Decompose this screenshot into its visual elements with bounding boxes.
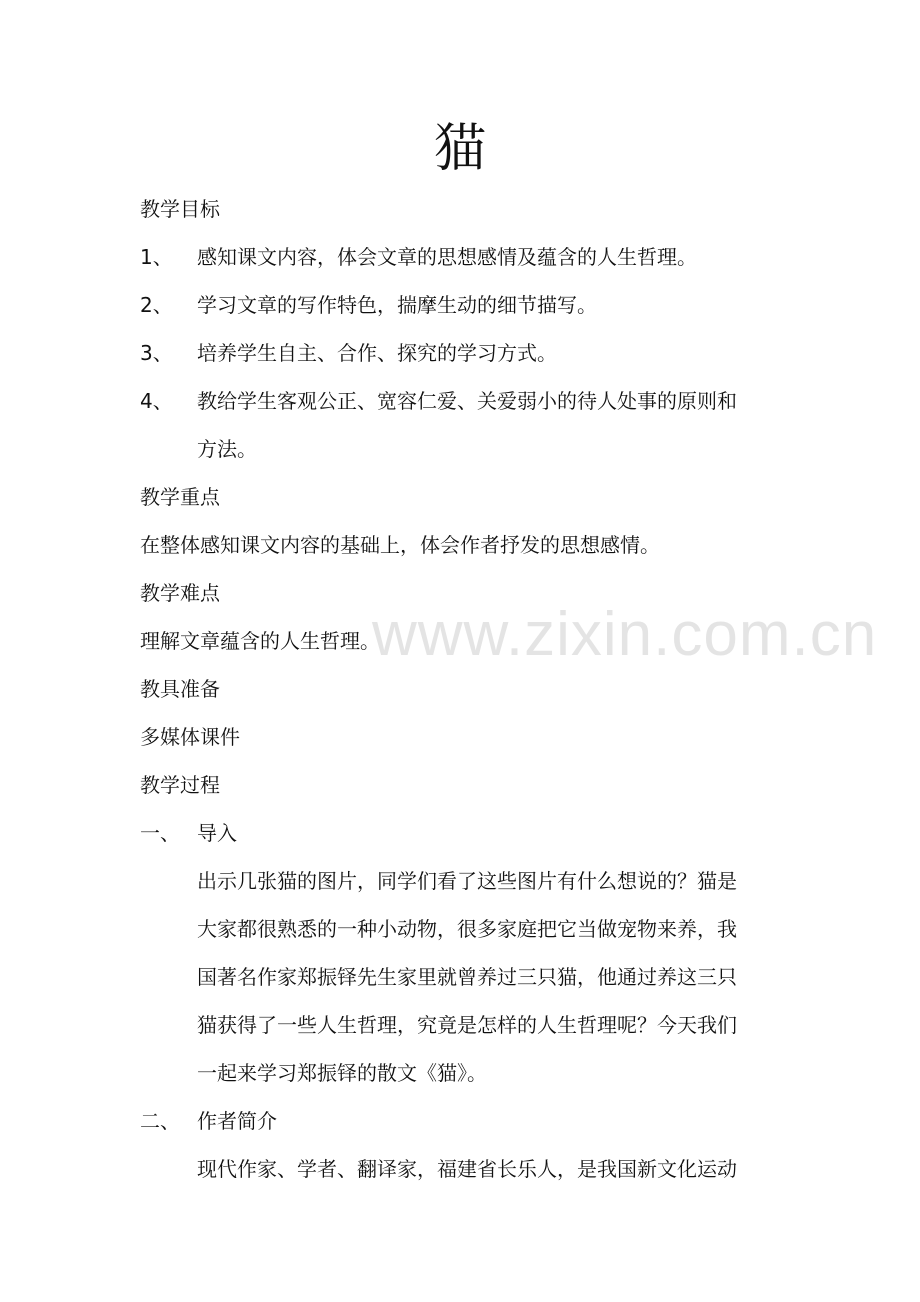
objective-number: 4、 [140,389,173,413]
objective-number: 3、 [140,341,173,365]
watermark-text: www.zixin.com.cn [372,600,878,669]
objective-text: 学习文章的写作特色，揣摩生动的细节描写。 [197,293,597,317]
objective-text-continued: 方法。 [197,437,257,461]
tools-heading: 教具准备 [140,677,220,701]
section-title: 作者简介 [197,1109,277,1133]
section-paragraph-line: 大家都很熟悉的一种小动物，很多家庭把它当做宠物来养，我 [197,917,737,941]
objective-text: 教给学生客观公正、宽容仁爱、关爱弱小的待人处事的原则和 [197,389,737,413]
section-paragraph-line: 一起来学习郑振铎的散文《猫》。 [197,1061,487,1085]
section-number: 二、 [140,1109,180,1133]
objectives-heading: 教学目标 [140,197,220,221]
section-number: 一、 [140,821,180,845]
objective-text: 培养学生自主、合作、探究的学习方式。 [197,341,557,365]
tools-text: 多媒体课件 [140,725,240,749]
section-title: 导入 [197,821,237,845]
key-points-heading: 教学重点 [140,485,220,509]
section-paragraph-line: 现代作家、学者、翻译家，福建省长乐人，是我国新文化运动 [197,1157,737,1181]
process-heading: 教学过程 [140,773,220,797]
objective-number: 1、 [140,245,173,269]
objective-number: 2、 [140,293,173,317]
section-paragraph-line: 出示几张猫的图片，同学们看了这些图片有什么想说的？猫是 [197,869,737,893]
key-points-text: 在整体感知课文内容的基础上，体会作者抒发的思想感情。 [140,533,660,557]
objective-text: 感知课文内容，体会文章的思想感情及蕴含的人生哲理。 [197,245,697,269]
document-title: 猫 [433,119,486,179]
section-paragraph-line: 猫获得了一些人生哲理，究竟是怎样的人生哲理呢？今天我们 [197,1013,737,1037]
difficulty-text: 理解文章蕴含的人生哲理。 [140,629,380,653]
section-paragraph-line: 国著名作家郑振铎先生家里就曾养过三只猫，他通过养这三只 [197,965,737,989]
difficulty-heading: 教学难点 [140,581,220,605]
